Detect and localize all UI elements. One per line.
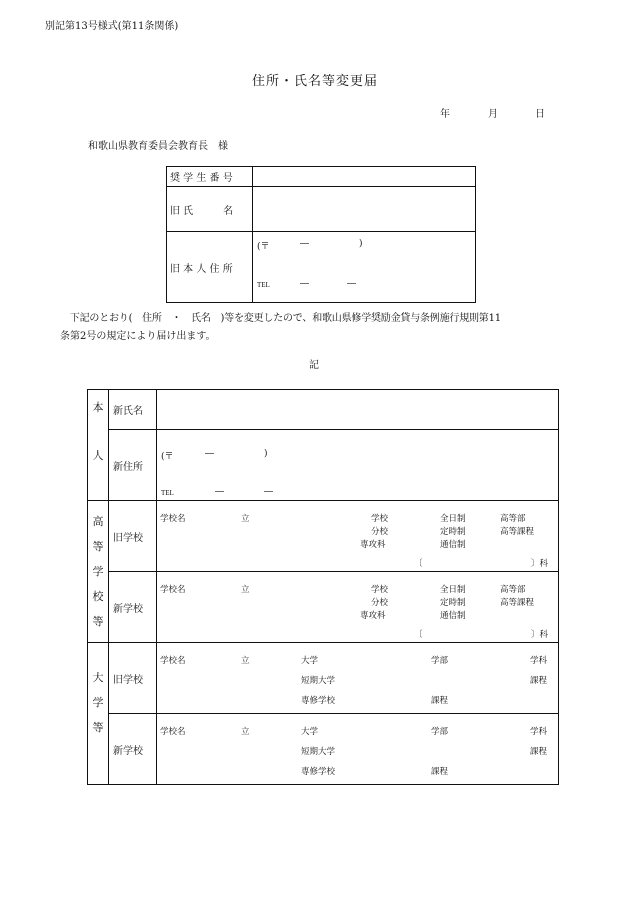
hs-new-school-name-label: 学校名	[160, 585, 186, 595]
hs-new-bracket-close: 〕科	[531, 630, 549, 640]
uni-new-kind-vocational: 専修学校	[301, 767, 336, 777]
hs-old-bracket-open: 〔	[414, 559, 423, 569]
details-table-divider	[108, 389, 109, 785]
uni-old-faculty-label: 学部	[431, 656, 449, 666]
uni-new-faculty-label: 学部	[431, 727, 449, 737]
uni-old-course-label: 課程	[431, 696, 449, 706]
details-table-row-line	[108, 571, 559, 572]
hs-old-system-parttime: 定時制	[440, 527, 466, 537]
addressee: 和歌山県教育委員会教育長 様	[88, 141, 228, 152]
hs-old-system-fulltime: 全日制	[440, 514, 466, 524]
uni-new-school-label: 新学校	[113, 745, 143, 757]
date-month-label: 月	[488, 109, 498, 120]
uni-old-kind-junior-college: 短期大学	[301, 676, 336, 686]
hs-old-system-correspondence: 通信制	[440, 540, 466, 550]
hs-old-kind-school: 学校	[371, 514, 389, 524]
honnin-char-1: 本	[92, 401, 104, 414]
old-tel-dash-2: ―	[347, 279, 356, 289]
hs-new-kind-branch: 分校	[371, 598, 389, 608]
uni-old-dept-label: 学科	[530, 656, 548, 666]
old-tel-dash-1: ―	[300, 279, 309, 289]
uni-new-kind-university: 大学	[301, 727, 319, 737]
hs-group-char-2: 等	[92, 540, 104, 553]
hs-new-school-label: 新学校	[113, 603, 143, 615]
hs-new-system-correspondence: 通信制	[440, 611, 466, 621]
old-postal-dash: ―	[300, 239, 309, 249]
uni-old-program-label: 課程	[530, 676, 548, 686]
new-postal-dash: ―	[205, 449, 214, 459]
hs-new-bracket-open: 〔	[414, 630, 423, 640]
hs-old-school-label: 旧学校	[113, 532, 143, 544]
uni-group-char-2: 学	[92, 696, 104, 709]
hs-old-bracket-close: 〕科	[531, 559, 549, 569]
uni-old-school-name-label: 学校名	[160, 656, 186, 666]
hs-group-char-3: 学	[92, 565, 104, 578]
old-postal-open: (〒	[257, 242, 270, 252]
hs-old-kind-branch: 分校	[371, 527, 389, 537]
uni-old-kind-vocational: 専修学校	[301, 696, 336, 706]
uni-old-kind-university: 大学	[301, 656, 319, 666]
date-year-label: 年	[440, 109, 450, 120]
old-tel-label: TEL	[257, 281, 270, 289]
hs-group-char-4: 校	[92, 590, 104, 603]
details-table-row-line	[108, 713, 559, 714]
ki-heading: 記	[309, 360, 319, 371]
applicant-table-row-line	[166, 186, 476, 187]
uni-old-ritsu-label: 立	[241, 656, 250, 666]
scholarship-number-field[interactable]	[256, 168, 472, 185]
new-tel-dash-1: ―	[215, 487, 224, 497]
hs-new-course-kotobu: 高等部	[500, 585, 526, 595]
hs-group-char-5: 等	[92, 615, 104, 628]
new-name-label: 新氏名	[113, 406, 143, 417]
old-name-field[interactable]	[256, 188, 472, 230]
page-title: 住所・氏名等変更届	[252, 74, 379, 89]
hs-new-kind-school: 学校	[371, 585, 389, 595]
hs-old-course-kotobu: 高等部	[500, 514, 526, 524]
uni-new-ritsu-label: 立	[241, 727, 250, 737]
statement-line-2: 条第2号の規定により届け出ます。	[60, 331, 216, 342]
hs-new-system-parttime: 定時制	[440, 598, 466, 608]
old-address-field[interactable]	[256, 233, 472, 301]
honnin-char-2: 人	[92, 449, 104, 462]
uni-group-char-3: 等	[92, 721, 104, 734]
details-table-row-line	[108, 429, 559, 430]
new-tel-dash-2: ―	[264, 487, 273, 497]
hs-new-course-kotokatei: 高等課程	[500, 598, 535, 608]
details-table-section-line	[87, 642, 559, 643]
hs-old-course-kotokatei: 高等課程	[500, 527, 535, 537]
uni-group-char-1: 大	[92, 671, 104, 684]
uni-new-program-label: 課程	[530, 747, 548, 757]
new-address-label: 新住所	[113, 461, 143, 473]
form-number: 別記第13号様式(第11条関係)	[45, 21, 179, 32]
new-tel-label: TEL	[161, 489, 174, 497]
date-day-label: 日	[535, 109, 545, 120]
details-table-divider	[156, 389, 157, 785]
scholarship-number-label: 奨 学 生 番 号	[170, 173, 233, 184]
old-name-label: 旧 氏 名	[170, 205, 234, 217]
hs-old-ritsu-label: 立	[241, 514, 250, 524]
uni-new-kind-junior-college: 短期大学	[301, 747, 336, 757]
uni-old-school-label: 旧学校	[113, 674, 143, 686]
new-name-field[interactable]	[160, 391, 555, 428]
statement-line-1: 下記のとおり( 住所 ・ 氏名 )等を変更したので、和歌山県修学奨励金貸与条例施行規則第11	[60, 313, 501, 324]
hs-group-char-1: 高	[92, 515, 104, 528]
hs-old-school-name-label: 学校名	[160, 514, 186, 524]
uni-new-course-label: 課程	[431, 767, 449, 777]
old-address-label: 旧 本 人 住 所	[170, 263, 233, 275]
old-postal-close: )	[359, 239, 363, 249]
applicant-table-row-line	[166, 231, 476, 232]
details-table-section-line	[87, 500, 559, 501]
hs-new-kind-senkoka: 専攻科	[360, 611, 386, 621]
hs-new-ritsu-label: 立	[241, 585, 250, 595]
hs-new-system-fulltime: 全日制	[440, 585, 466, 595]
new-postal-close: )	[264, 449, 268, 459]
uni-new-school-name-label: 学校名	[160, 727, 186, 737]
uni-new-dept-label: 学科	[530, 727, 548, 737]
hs-old-kind-senkoka: 専攻科	[360, 540, 386, 550]
new-postal-open: (〒	[161, 452, 174, 462]
